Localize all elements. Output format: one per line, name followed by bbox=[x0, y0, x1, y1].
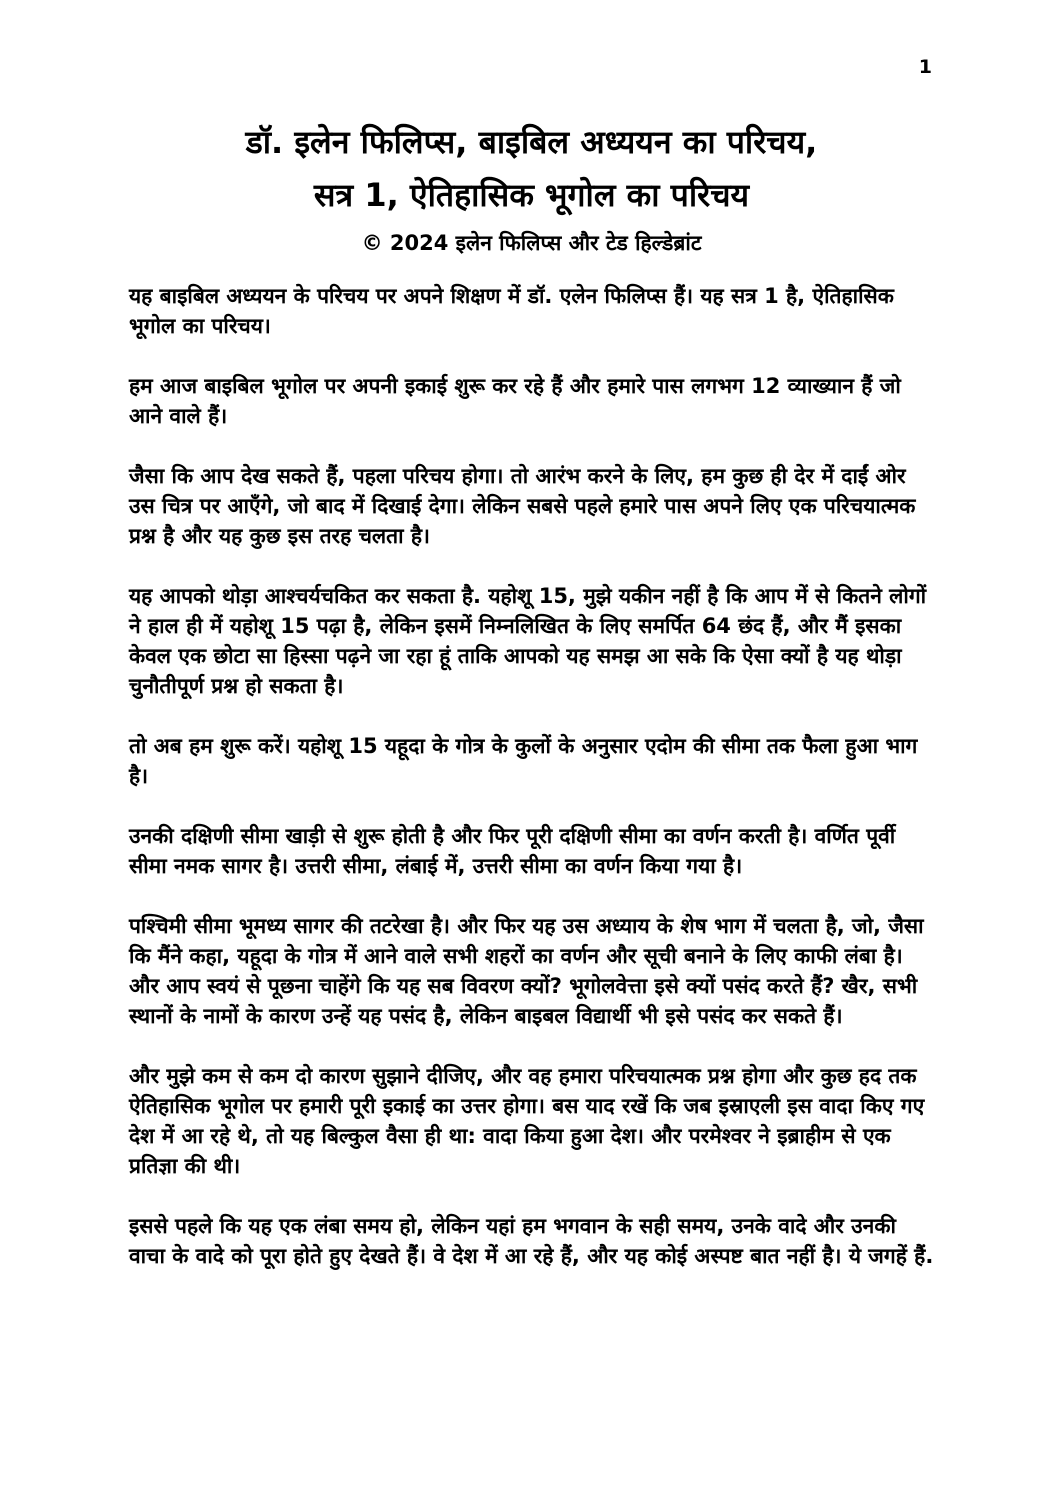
copyright-line: © 2024 इलेन फिलिप्स और टेड हिल्डेब्रांट bbox=[361, 231, 702, 255]
document-body bbox=[129, 281, 934, 1271]
document-title-line-2: सत्र 1, ऐतिहासिक भूगोल का परिचय bbox=[313, 176, 750, 214]
paragraph-6: उनकी दक्षिणी सीमा खाड़ी से शुरू होती है और फिर पूरी दक्षिणी सीमा का वर्णन करती है। वर्णित पूर्वी सीमा नमक सागर है। उत्तरी सीमा, लंबाई में, उत्तरी सीमा का वर्णन किया गया है। bbox=[129, 824, 896, 878]
paragraph-2: हम आज बाइबिल भूगोल पर अपनी इकाई शुरू कर रहे हैं और हमारे पास लगभग 12 व्याख्यान हैं जो आने वाले हैं। bbox=[129, 374, 901, 428]
paragraph-3: जैसा कि आप देख सकते हैं, पहला परिचय होगा। तो आरंभ करने के लिए, हम कुछ ही देर में दाईं ओर उस चित्र पर आएँगे, जो बाद में दिखाई देगा। लेकिन सबसे पहले हमारे पास अपने लिए एक परिचयात्मक प्रश्न है और यह कुछ इस तरह चलता है। bbox=[129, 464, 916, 548]
paragraph-7: पश्चिमी सीमा भूमध्य सागर की तटरेखा है। और फिर यह उस अध्याय के शेष भाग में चलता है, जो, जैसा कि मैंने कहा, यहूदा के गोत्र में आने वाले सभी शहरों का वर्णन और सूची बनाने के लिए काफी लंबा है। और आप स्वयं से पूछना चाहेंगे कि यह सब विवरण क्यों? भूगोलवेत्ता इसे क्यों पसंद करते हैं? खैर, सभी स्थानों के नामों के कारण उन्हें यह पसंद है, लेकिन बाइबल विद्यार्थी भी इसे पसंद कर सकते हैं। bbox=[129, 914, 924, 1028]
page-content bbox=[129, 0, 934, 1301]
page-number: 1 bbox=[918, 56, 932, 78]
paragraph-9: इससे पहले कि यह एक लंबा समय हो, लेकिन यहां हम भगवान के सही समय, उनके वादे और उनकी वाचा के वादे को पूरा होते हुए देखते हैं। वे देश में आ रहे हैं, और यह कोई अस्पष्ट बात नहीं है। ये जगहें हैं. bbox=[129, 1214, 934, 1268]
paragraph-5: तो अब हम शुरू करें। यहोशू 15 यहूदा के गोत्र के कुलों के अनुसार एदोम की सीमा तक फैला हुआ भाग है। bbox=[129, 734, 918, 788]
paragraph-8: और मुझे कम से कम दो कारण सुझाने दीजिए, और वह हमारा परिचयात्मक प्रश्न होगा और कुछ हद तक ऐतिहासिक भूगोल पर हमारी पूरी इकाई का उत्तर होगा। बस याद रखें कि जब इस्राएली इस वादा किए गए देश में आ रहे थे, तो यह बिल्कुल वैसा ही था: वादा किया हुआ देश। और परमेश्वर ने इब्राहीम से एक प्रतिज्ञा की थी। bbox=[129, 1064, 925, 1178]
paragraph-4: यह आपको थोड़ा आश्चर्यचकित कर सकता है. यहोशू 15, मुझे यकीन नहीं है कि आप में से कितने लोगों ने हाल ही में यहोशू 15 पढ़ा है, लेकिन इसमें निम्नलिखित के लिए समर्पित 64 छंद हैं, और मैं इसका केवल एक छोटा सा हिस्सा पढ़ने जा रहा हूं ताकि आपको यह समझ आ सके कि ऐसा क्यों है यह थोड़ा चुनौतीपूर्ण प्रश्न हो सकता है। bbox=[129, 584, 927, 698]
document-title bbox=[129, 116, 934, 222]
document-title-line-1: डॉ. इलेन फिलिप्स, बाइबिल अध्ययन का परिचय, bbox=[245, 123, 818, 161]
paragraph-1: यह बाइबिल अध्ययन के परिचय पर अपने शिक्षण में डॉ. एलेन फिलिप्स हैं। यह सत्र 1 है, ऐतिहासिक भूगोल का परिचय। bbox=[129, 284, 894, 338]
